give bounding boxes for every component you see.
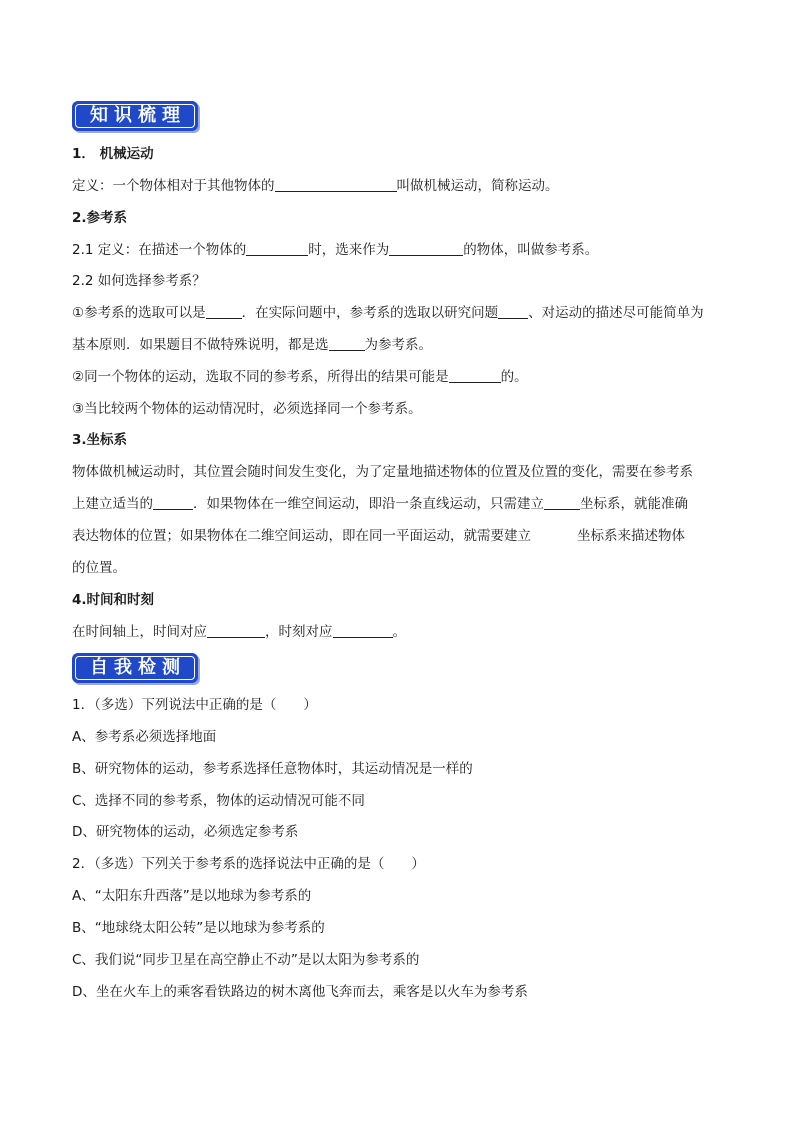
fill-blank — [333, 623, 393, 638]
bullet-2: ②同一个物体的运动，选取不同的参考系，所得出的结果可能是 的。 — [72, 369, 528, 385]
coordinate-para-line-1: 物体做机械运动时，其位置会随时间发生变化，为了定量地描述物体的位置及位置的变化，需要在参考系 — [72, 464, 693, 480]
section-title-selfcheck: 自我检测 — [75, 656, 195, 680]
question-1-option-d: D、研究物体的运动，必须选定参考系 — [72, 824, 299, 840]
definition-mechanical-motion: 定义：一个物体相对于其他物体的 叫做机械运动，简称运动。 — [72, 178, 559, 194]
section-banner-knowledge — [72, 101, 198, 131]
question-1-stem: 1．（多选）下列说法中正确的是（ ） — [72, 697, 317, 713]
heading-time-and-moment: 4.时间和时刻 — [72, 592, 155, 608]
bullet-3: ③当比较两个物体的运动情况时，必须选择同一个参考系。 — [72, 401, 422, 417]
section-title-knowledge: 知识梳理 — [75, 104, 195, 128]
question-1-option-b: B、研究物体的运动，参考系选择任意物体时，其运动情况是一样的 — [72, 761, 473, 777]
fill-blank — [389, 241, 463, 256]
question-1-option-a: A、参考系必须选择地面 — [72, 729, 217, 745]
question-1-option-c: C、选择不同的参考系，物体的运动情况可能不同 — [72, 793, 365, 809]
heading-reference-frame: 2.参考系 — [72, 210, 128, 226]
question-2-option-b: B、“地球绕太阳公转”是以地球为参考系的 — [72, 920, 325, 936]
time-moment-para: 在时间轴上，时间对应 ，时刻对应 。 — [72, 624, 406, 640]
fill-blank — [449, 368, 501, 383]
bullet-1-line-2: 基本原则．如果题目不做特殊说明，都是选 为参考系。 — [72, 337, 432, 353]
fill-blank — [498, 304, 528, 319]
question-2-option-c: C、我们说“同步卫星在高空静止不动”是以太阳为参考系的 — [72, 952, 420, 968]
fill-blank — [544, 495, 580, 510]
heading-coordinate-system: 3.坐标系 — [72, 432, 128, 448]
coordinate-para-line-2: 上建立适当的 ．如果物体在一维空间运动，即沿一条直线运动，只需建立 坐标系，就能准确 — [72, 496, 688, 512]
question-2-option-d: D、坐在火车上的乘客看铁路边的树木离他飞奔而去，乘客是以火车为参考系 — [72, 984, 528, 1000]
coordinate-para-line-4: 的位置。 — [72, 560, 126, 576]
fill-blank — [275, 177, 397, 192]
fill-blank — [207, 623, 265, 638]
fill-blank — [153, 495, 193, 510]
question-2-option-a: A、“太阳东升西落”是以地球为参考系的 — [72, 888, 312, 904]
bullet-1-line-1: ①参考系的选取可以是 ．在实际问题中，参考系的选取以研究问题 、对运动的描述尽可能简单为 — [72, 305, 704, 321]
section-banner-selfcheck — [72, 653, 198, 683]
definition-reference-frame: 2.1 定义：在描述一个物体的 时，选来作为 的物体，叫做参考系。 — [72, 242, 599, 258]
question-2-stem: 2．（多选）下列关于参考系的选择说法中正确的是（ ） — [72, 856, 425, 872]
coordinate-para-line-3: 表达物体的位置；如果物体在二维空间运动，即在同一平面运动，就需要建立 坐标系来描述物体 — [72, 528, 685, 544]
fill-blank — [206, 304, 242, 319]
heading-mechanical-motion: 1． 机械运动 — [72, 146, 154, 162]
subheading-choose-reference: 2.2 如何选择参考系？ — [72, 273, 206, 289]
fill-blank — [329, 336, 365, 351]
fill-blank — [246, 241, 308, 256]
